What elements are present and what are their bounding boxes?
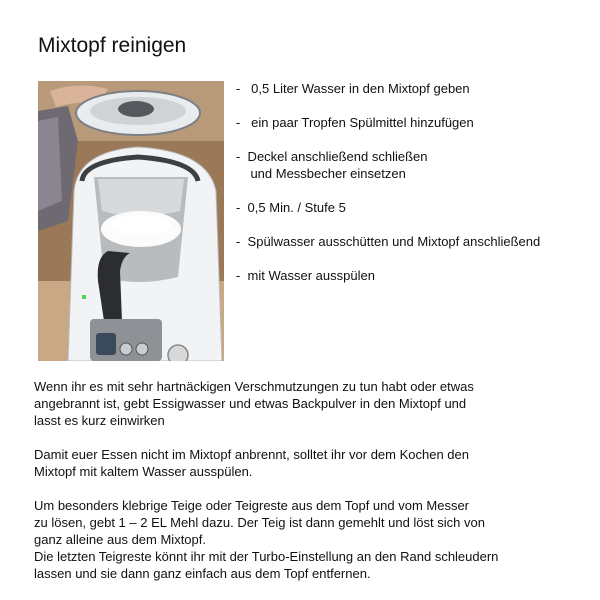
list-item: - mit Wasser ausspülen [236,268,375,283]
tip-paragraph-vinegar: Wenn ihr es mit sehr hartnäckigen Verschmutzungen zu tun habt oder etwas angebrannt ist, gebt Essigwasser und etwas Backpulver in den Mixtopf und lasst es kurz einwirken [34,379,474,428]
tips-text [34,378,574,582]
page-title: Mixtopf reinigen [38,34,187,57]
tip-paragraph-dough: Um besonders klebrige Teige oder Teigreste aus dem Topf und vom Messer zu lösen, gebt 1 – 2 EL Mehl dazu. Der Teig ist dann gemehlt und löst sich von ganz alleine aus dem Mixtopf. Die letzten Teigreste könnt ihr mit der Turbo-Einstellung an den Rand schleudern lassen und sie dann ganz einfach aus dem Topf entfernen. [34,498,499,581]
list-item: - 0,5 Min. / Stufe 5 [236,200,346,215]
list-item: - ein paar Tropfen Spülmittel hinzufügen [236,115,474,130]
tip-paragraph-rinse: Damit euer Essen nicht im Mixtopf anbrennt, solltet ihr vor dem Kochen den Mixtopf mit kaltem Wasser ausspülen. [34,447,469,479]
list-item: - Deckel anschließend schließen und Messbecher einsetzen [236,149,428,181]
mixer-photo [38,81,224,361]
list-item: - 0,5 Liter Wasser in den Mixtopf geben [236,81,470,96]
list-item: - Spülwasser ausschütten und Mixtopf anschließend [236,234,541,249]
